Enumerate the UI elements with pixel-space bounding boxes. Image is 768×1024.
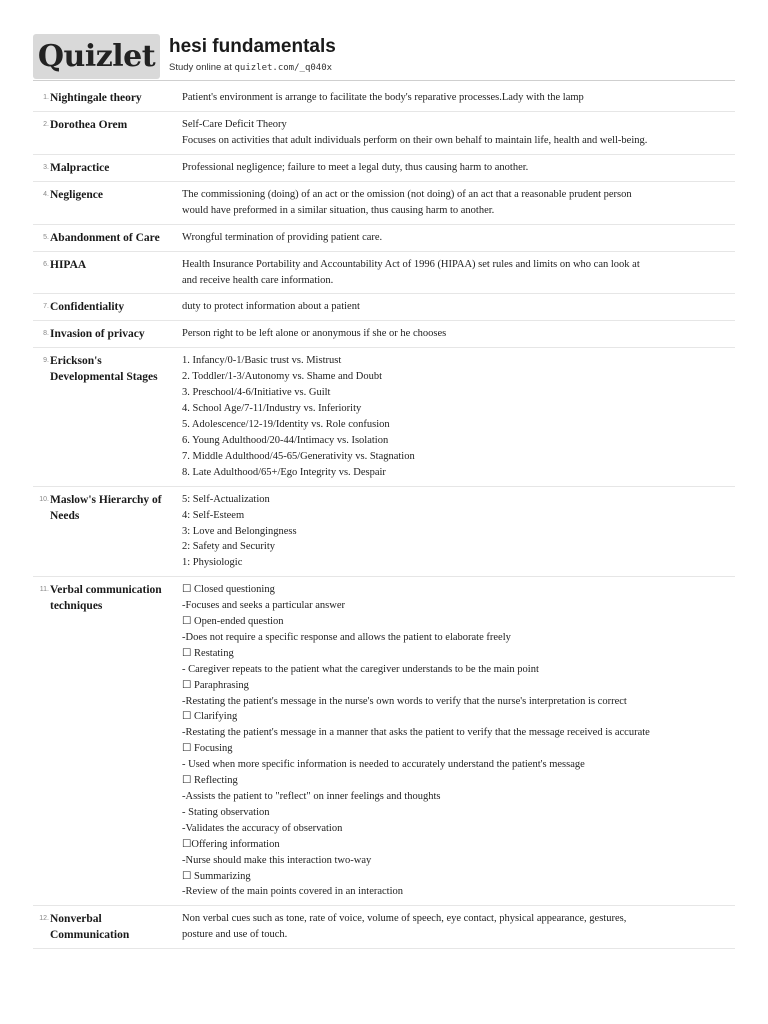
card-term: Maslow's Hierarchy of Needs <box>50 493 162 522</box>
definition-line: 2. Toddler/1-3/Autonomy vs. Shame and Doubt <box>182 371 383 383</box>
card-definition <box>182 160 735 176</box>
definition-line: Non verbal cues such as tone, rate of voice, volume of speech, eye contact, physical appearance, gestures, <box>182 913 627 925</box>
card-number: 9. <box>43 357 49 365</box>
card-term: HIPAA <box>50 258 87 271</box>
definition-line: 3: Love and Belongingness <box>182 525 297 537</box>
definition-line: Health Insurance Portability and Accountability Act of 1996 (HIPAA) set rules and limits on who can look at <box>182 258 640 270</box>
flashcard-row <box>33 321 735 348</box>
card-term: Malpractice <box>50 161 110 174</box>
card-term: Dorothea Orem <box>50 119 128 131</box>
card-term: Negligence <box>50 188 104 201</box>
definition-line: Self-Care Deficit Theory <box>182 119 287 130</box>
card-number: 10. <box>39 495 49 503</box>
card-definition <box>182 187 735 219</box>
definition-line: and receive health care information. <box>182 274 334 286</box>
definition-line: posture and use of touch. <box>182 929 288 941</box>
card-definition <box>182 911 735 943</box>
card-number: 1. <box>43 94 49 101</box>
flashcard-row <box>33 85 735 112</box>
card-term: Abandonment of Care <box>50 231 160 244</box>
card-definition <box>182 90 735 106</box>
quizlet-logo[interactable]: Quizlet <box>33 34 160 79</box>
definition-line: 5. Adolescence/12-19/Identity vs. Role confusion <box>182 419 390 431</box>
card-definition <box>182 353 735 480</box>
study-online-note <box>169 62 332 73</box>
definition-line: ☐ Closed questioning <box>182 584 275 596</box>
card-term: Nightingale theory <box>50 92 142 104</box>
definition-line: would have preformed in a similar situation, thus causing harm to another. <box>182 204 495 216</box>
definition-line: ☐ Reflecting <box>182 775 238 787</box>
definition-line: Professional negligence; failure to meet a legal duty, thus causing harm to another. <box>182 161 529 173</box>
card-definition <box>182 230 735 246</box>
definition-line: The commissioning (doing) of an act or the omission (not doing) of an act that a reasonable prudent person <box>182 188 632 200</box>
definition-line: ☐ Clarifying <box>182 711 238 723</box>
definition-line: Patient's environment is arrange to facilitate the body's reparative processes.Lady with the lamp <box>182 92 584 103</box>
definition-line: 2: Safety and Security <box>182 541 276 553</box>
card-number: 12. <box>39 915 49 923</box>
card-definition <box>182 492 735 572</box>
flashcard-list <box>33 85 735 949</box>
flashcard-row <box>33 577 735 906</box>
definition-line: -Validates the accuracy of observation <box>182 822 343 834</box>
subtitle-prefix: Study online at <box>169 62 235 73</box>
definition-line: ☐ Restating <box>182 647 234 659</box>
card-number: 4. <box>43 190 49 198</box>
card-number: 6. <box>43 260 49 268</box>
definition-line: ☐ Open-ended question <box>182 616 284 628</box>
definition-line: Wrongful termination of providing patient care. <box>182 231 383 243</box>
definition-line: ☐ Summarizing <box>182 870 251 882</box>
flashcard-row <box>33 906 735 949</box>
definition-line: 1. Infancy/0-1/Basic trust vs. Mistrust <box>182 355 342 367</box>
definition-line: 8. Late Adulthood/65+/Ego Integrity vs. Despair <box>182 466 386 478</box>
flashcard-row <box>33 252 735 295</box>
card-number: 11. <box>39 586 49 594</box>
card-number: 7. <box>43 303 49 311</box>
definition-line: 5: Self-Actualization <box>182 493 270 505</box>
definition-line: 1: Physiologic <box>182 557 243 569</box>
card-term: Verbal communication techniques <box>50 584 162 613</box>
card-number: 8. <box>43 330 49 338</box>
definition-line: -Focuses and seeks a particular answer <box>182 600 345 612</box>
definition-line: ☐ Focusing <box>182 743 233 755</box>
definition-line: duty to protect information about a patient <box>182 301 360 313</box>
card-number: 5. <box>43 233 49 241</box>
page-title: hesi fundamentals <box>169 36 336 57</box>
definition-line: - Stating observation <box>182 806 270 818</box>
card-definition <box>182 117 735 149</box>
flashcard-row <box>33 487 735 578</box>
card-definition <box>182 257 735 289</box>
card-term: Invasion of privacy <box>50 328 145 341</box>
definition-line: Person right to be left alone or anonymous if she or he chooses <box>182 328 447 340</box>
card-definition <box>182 582 735 900</box>
flashcard-row <box>33 225 735 252</box>
card-term: Erickson's Developmental Stages <box>50 355 158 384</box>
card-definition <box>182 326 735 342</box>
flashcard-row <box>33 294 735 321</box>
flashcard-row <box>33 112 735 155</box>
definition-line: -Nurse should make this interaction two-way <box>182 854 372 866</box>
definition-line: 6. Young Adulthood/20-44/Intimacy vs. Isolation <box>182 434 389 446</box>
card-term: Nonverbal Communication <box>50 913 130 942</box>
definition-line: -Does not require a specific response and allows the patient to elaborate freely <box>182 631 511 643</box>
definition-line: 4: Self-Esteem <box>182 509 245 521</box>
flashcard-row <box>33 182 735 225</box>
definition-line: 4. School Age/7-11/Industry vs. Inferiority <box>182 403 362 415</box>
card-definition <box>182 299 735 315</box>
definition-line: 3. Preschool/4-6/Initiative vs. Guilt <box>182 387 331 399</box>
card-number: 3. <box>43 163 49 171</box>
definition-line: -Review of the main points covered in an interaction <box>182 886 404 898</box>
card-number: 2. <box>43 121 49 128</box>
card-term: Confidentiality <box>50 301 125 314</box>
definition-line: -Assists the patient to "reflect" on inner feelings and thoughts <box>182 791 441 802</box>
definition-line: Focuses on activities that adult individuals perform on their own behalf to maintain life, health and well-being. <box>182 134 648 146</box>
definition-line: ☐Offering information <box>182 838 280 850</box>
document-header <box>33 34 735 81</box>
definition-line: ☐ Paraphrasing <box>182 679 249 691</box>
study-url-link[interactable]: quizlet.com/_q040x <box>234 63 333 73</box>
flashcard-row <box>33 155 735 182</box>
definition-line: -Restating the patient's message in the nurse's own words to verify that the nurse's interpretation is correct <box>182 695 627 707</box>
definition-line: - Used when more specific information is needed to accurately understand the patient's message <box>182 759 585 771</box>
definition-line: 7. Middle Adulthood/45-65/Generativity vs. Stagnation <box>182 450 415 462</box>
definition-line: - Caregiver repeats to the patient what the caregiver understands to be the main point <box>182 663 539 675</box>
definition-line: -Restating the patient's message in a manner that asks the patient to verify that the message received is accurate <box>182 727 650 739</box>
flashcard-row <box>33 348 735 486</box>
